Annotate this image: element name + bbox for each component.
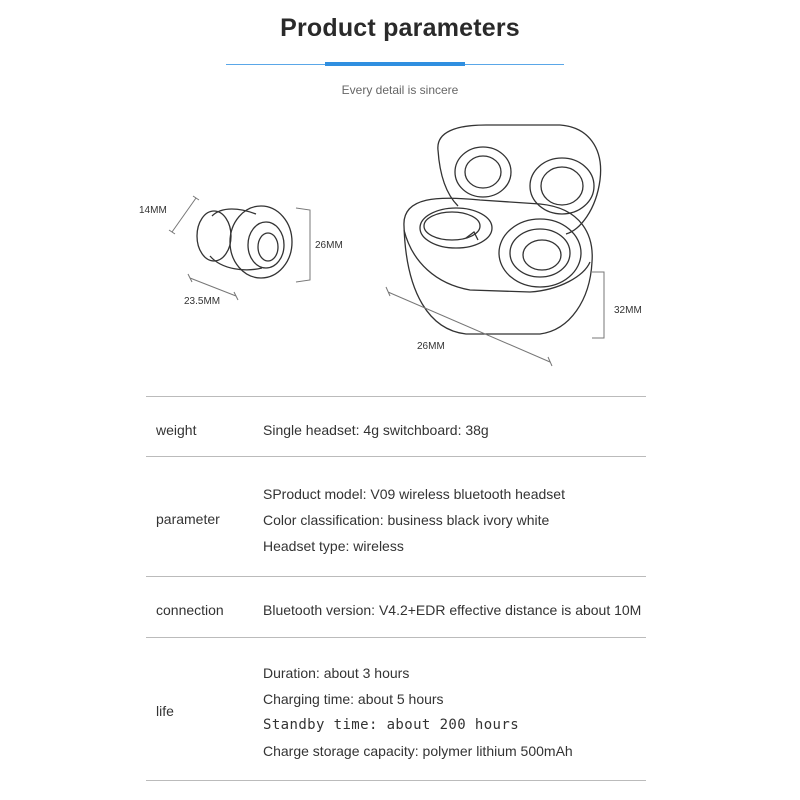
table-divider [146,576,646,577]
spec-value-color: Color classification: business black ivory white [263,512,550,528]
spec-value-battery: Charge storage capacity: polymer lithium 500mAh [263,743,573,759]
earbud-width-label: 23.5MM [184,296,221,307]
earbud-dimension-lines [169,196,310,300]
spec-value-type: Headset type: wireless [263,538,404,554]
earbud-depth-label: 14MM [139,205,167,216]
spec-label-connection: connection [156,602,224,618]
case-height-label: 32MM [614,305,642,316]
spec-value-duration: Duration: about 3 hours [263,665,410,681]
spec-label-parameter: parameter [156,511,220,527]
table-divider [146,396,646,397]
spec-value-bluetooth: Bluetooth version: V4.2+EDR effective distance is about 10M [263,602,642,618]
spec-label-life: life [156,703,174,719]
spec-label-weight: weight [156,422,197,438]
case-width-label: 26MM [417,341,445,352]
spec-value-model: SProduct model: V09 wireless bluetooth headset [263,486,565,502]
page-title: Product parameters [280,14,520,42]
page-subtitle: Every detail is sincere [341,83,459,97]
earbud-height-label: 26MM [315,240,343,251]
spec-value-standby: Standby time: about 200 hours [263,717,520,733]
spec-value-charging-time: Charging time: about 5 hours [263,691,444,707]
table-divider [146,456,646,457]
table-divider [146,637,646,638]
earbud-illustration [197,206,292,278]
charging-case-illustration [404,125,601,334]
table-divider [146,780,646,781]
spec-value-weight: Single headset: 4g switchboard: 38g [263,422,489,438]
